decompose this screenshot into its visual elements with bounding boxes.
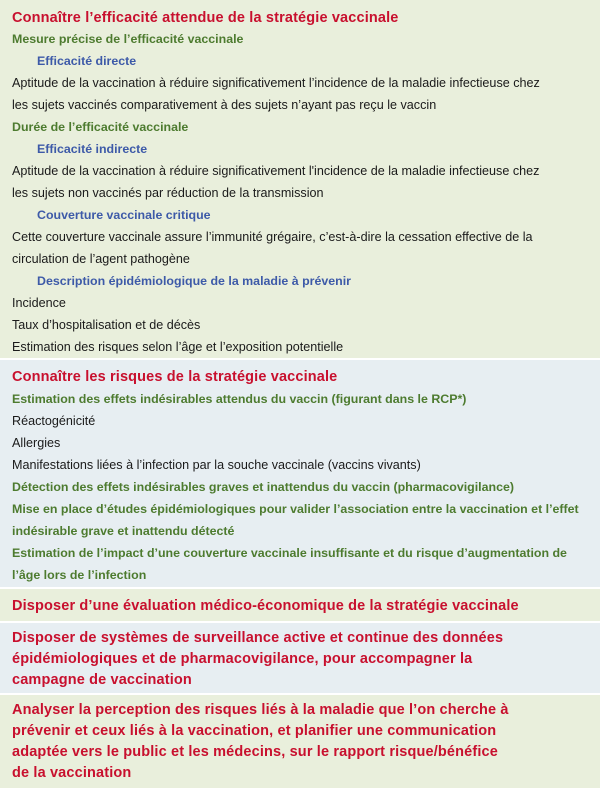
allergies-item: Allergies — [12, 436, 61, 450]
epidemiology-heading: Description épidémiologique de la maladie à prévenir — [37, 274, 351, 288]
risk-perception-title-line3: adaptée vers le public et les médecins, sur le rapport risque/bénéfice — [12, 744, 498, 760]
surveillance-section — [0, 623, 600, 695]
pharmacovigilance-heading: Détection des effets indésirables graves et inattendus du vaccin (pharmacovigilance) — [12, 480, 514, 494]
live-vaccine-item: Manifestations liées à l’infection par la souche vaccinale (vaccins vivants) — [12, 458, 421, 472]
coverage-impact-line2: l’âge lors de l’infection — [12, 568, 147, 582]
efficacy-duration-heading: Durée de l’efficacité vaccinale — [12, 120, 189, 134]
surveillance-title-line1: Disposer de systèmes de surveillance active et continue des données — [12, 630, 504, 646]
risks-section — [0, 360, 600, 589]
indirect-efficacy-heading: Efficacité indirecte — [37, 142, 148, 156]
risk-perception-title-line4: de la vaccination — [12, 765, 132, 781]
epidemiological-studies-line1: Mise en place d’études épidémiologiques pour valider l’association entre la vaccination et l’effet — [12, 502, 579, 516]
incidence-item: Incidence — [12, 296, 66, 310]
direct-efficacy-text-line1: Aptitude de la vaccination à réduire significativement l’incidence de la maladie infectieuse chez — [12, 76, 540, 90]
reactogenicity-item: Réactogénicité — [12, 414, 96, 428]
indirect-efficacy-text-line1: Aptitude de la vaccination à réduire significativement l'incidence de la maladie infectieuse chez — [12, 164, 540, 178]
critical-coverage-heading: Couverture vaccinale critique — [37, 208, 211, 222]
critical-coverage-text-line1: Cette couverture vaccinale assure l’immunité grégaire, c’est-à-dire la cessation effective de la — [12, 230, 533, 244]
economic-evaluation-section — [0, 589, 600, 623]
risk-perception-title-line1: Analyser la perception des risques liés à la maladie que l’on cherche à — [12, 702, 509, 718]
risks-section-title: Connaître les risques de la stratégie vaccinale — [12, 369, 338, 385]
risk-perception-title-line2: prévenir et ceux liés à la vaccination, et planifier une communication — [12, 723, 497, 739]
economic-evaluation-title: Disposer d’une évaluation médico-économique de la stratégie vaccinale — [12, 598, 519, 614]
risk-perception-section — [0, 695, 600, 788]
efficacy-section — [0, 0, 600, 360]
epidemiological-studies-line2: indésirable grave et inattendu détecté — [12, 524, 235, 538]
surveillance-title-line3: campagne de vaccination — [12, 672, 192, 688]
direct-efficacy-heading: Efficacité directe — [37, 54, 137, 68]
adverse-effects-heading: Estimation des effets indésirables attendus du vaccin (figurant dans le RCP*) — [12, 392, 467, 406]
indirect-efficacy-text-line2: les sujets non vaccinés par réduction de la transmission — [12, 186, 324, 200]
efficacy-measure-heading: Mesure précise de l’efficacité vaccinale — [12, 32, 244, 46]
surveillance-title-line2: épidémiologiques et de pharmacovigilance, pour accompagner la — [12, 651, 473, 667]
hospitalisation-item: Taux d’hospitalisation et de décès — [12, 318, 201, 332]
critical-coverage-text-line2: circulation de l’agent pathogène — [12, 252, 190, 266]
efficacy-section-title: Connaître l’efficacité attendue de la stratégie vaccinale — [12, 10, 399, 26]
risk-estimation-item: Estimation des risques selon l’âge et l’exposition potentielle — [12, 340, 344, 354]
coverage-impact-line1: Estimation de l’impact d’une couverture vaccinale insuffisante et du risque d’augmentation de — [12, 546, 567, 560]
direct-efficacy-text-line2: les sujets vaccinés comparativement à des sujets n’ayant pas reçu le vaccin — [12, 98, 437, 112]
